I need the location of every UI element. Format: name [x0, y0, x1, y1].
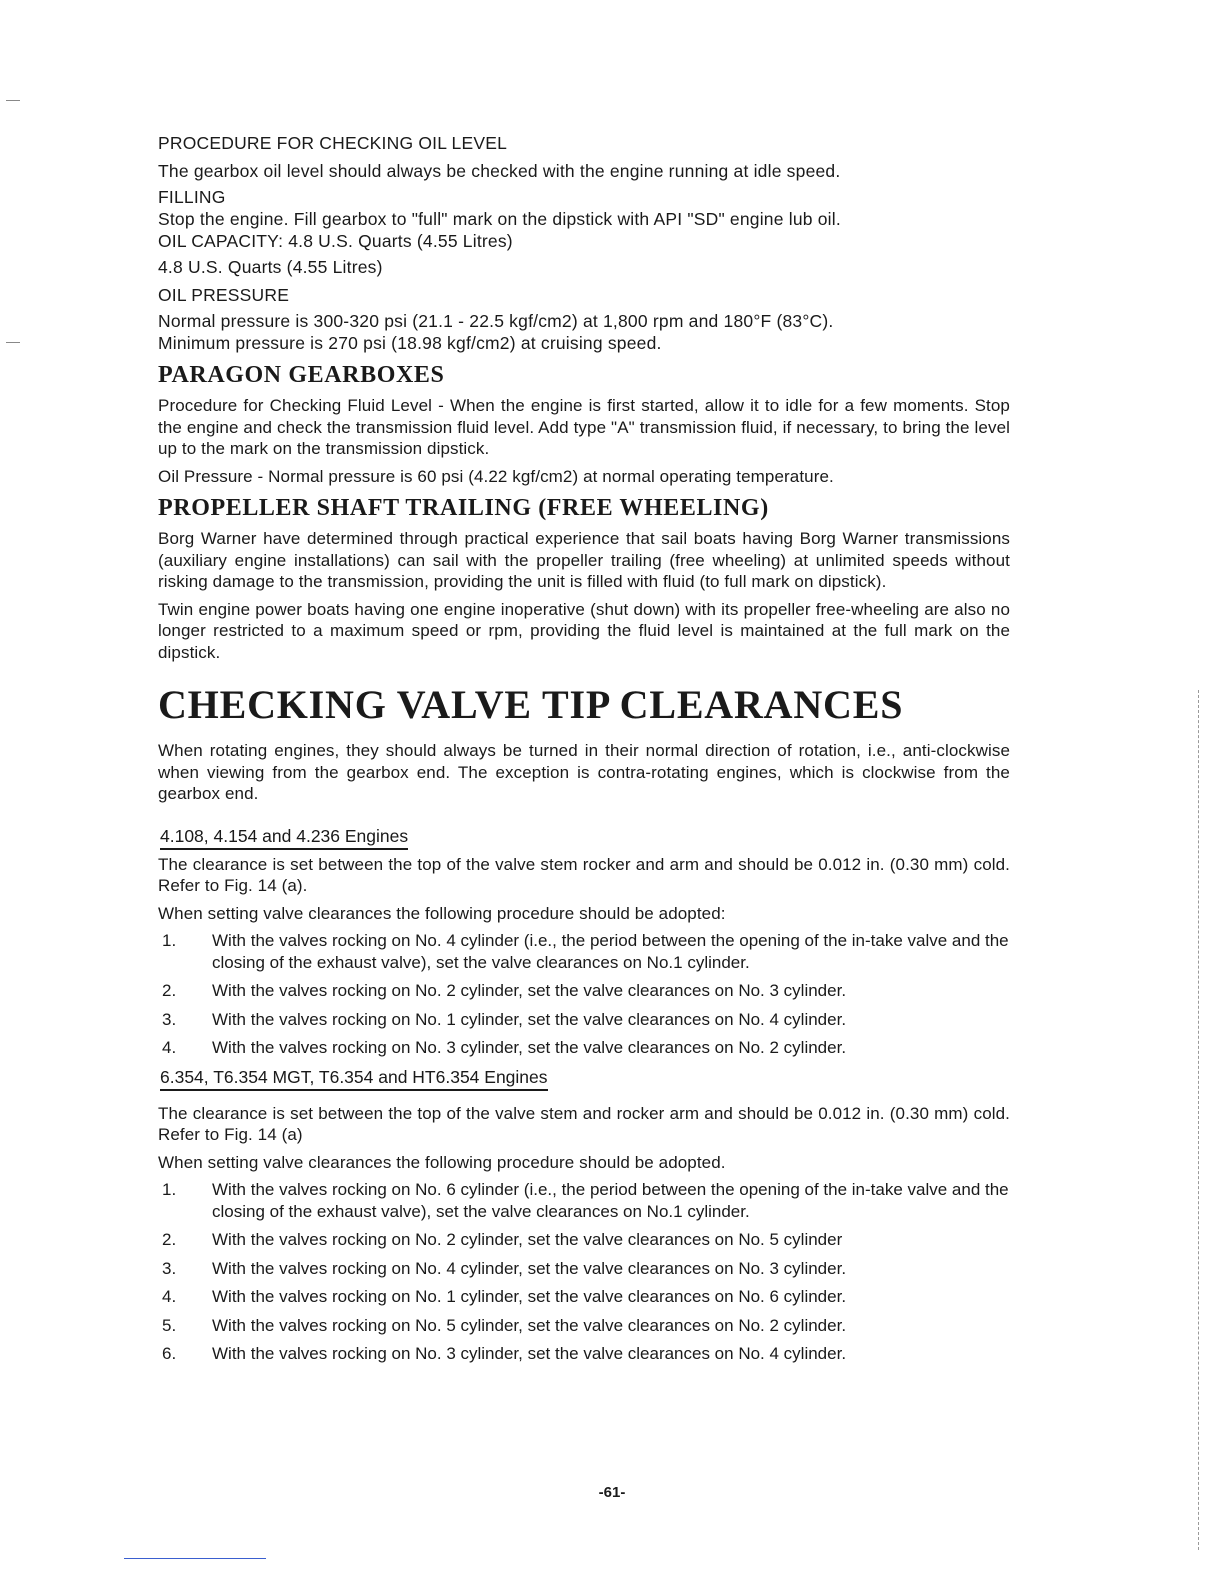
list-item	[158, 1229, 1010, 1251]
section-1-steps	[158, 930, 1010, 1059]
oil-capacity-repeat: 4.8 U.S. Quarts (4.55 Litres)	[158, 257, 383, 277]
list-item	[158, 1258, 1010, 1280]
footer-rule	[124, 1558, 266, 1559]
step-number: 1.	[162, 931, 177, 950]
paragon-heading: PARAGON GEARBOXES	[158, 362, 445, 388]
margin-scan-mark	[6, 342, 20, 343]
step-text: With the valves rocking on No. 3 cylinder, set the valve clearances on No. 4 cylinder.	[212, 1344, 847, 1363]
section-2-clearance: The clearance is set between the top of the valve stem and rocker arm and should be 0.012 in. (0.30 mm) cold. Refer to Fig. 14 (a)	[158, 1103, 1010, 1144]
oil-level-heading: PROCEDURE FOR CHECKING OIL LEVEL	[158, 133, 508, 153]
step-number: 4.	[162, 1038, 177, 1057]
list-item	[158, 1037, 1010, 1059]
scan-edge-line	[1198, 690, 1199, 1550]
step-number: 4.	[162, 1287, 177, 1306]
paragon-para-1: Procedure for Checking Fluid Level - When the engine is first started, allow it to idle for a few moments. Stop the engine and check the transmission fluid level. Add type "A" transmission fluid, if necessary, to bring the level up to the mark on the transmission dipstick.	[158, 396, 1010, 458]
propeller-para-1: Borg Warner have determined through practical experience that sail boats having Borg Warner transmissions (auxiliary engine installations) can sail with the propeller trailing (free wheeling) at unlimited speeds without risking damage to the transmission, providing the unit is filled with fluid (to full mark on dipstick).	[158, 529, 1010, 591]
section-2-steps	[158, 1179, 1010, 1365]
step-number: 5.	[162, 1315, 177, 1335]
step-text: With the valves rocking on No. 1 cylinder, set the valve clearances on No. 4 cylinder.	[212, 1009, 847, 1029]
oil-pressure-text-2: Minimum pressure is 270 psi (18.98 kgf/cm2) at cruising speed.	[158, 333, 662, 353]
step-number: 6.	[162, 1344, 177, 1363]
section-2-title: 6.354, T6.354 MGT, T6.354 and HT6.354 Engines	[160, 1066, 548, 1091]
oil-pressure-label: OIL PRESSURE	[158, 285, 290, 305]
step-text: With the valves rocking on No. 2 cylinder, set the valve clearances on No. 5 cylinder	[212, 1230, 843, 1249]
step-number: 3.	[162, 1009, 177, 1029]
filling-label: FILLING	[158, 187, 226, 207]
oil-capacity-line: OIL CAPACITY: 4.8 U.S. Quarts (4.55 Litres)	[158, 231, 513, 251]
filling-text: Stop the engine. Fill gearbox to "full" mark on the dipstick with API "SD" engine lub oil.	[158, 209, 841, 229]
step-text: With the valves rocking on No. 3 cylinder, set the valve clearances on No. 2 cylinder.	[212, 1038, 847, 1057]
page-number: -61-	[598, 1484, 626, 1501]
oil-level-text: The gearbox oil level should always be checked with the engine running at idle speed.	[158, 161, 841, 181]
margin-scan-mark	[6, 100, 20, 101]
list-item	[158, 1009, 1010, 1031]
section-1-procedure: When setting valve clearances the following procedure should be adopted:	[158, 903, 726, 923]
step-text: With the valves rocking on No. 4 cylinder (i.e., the period between the opening of the in-take valve and the closing of the exhaust valve), set the valve clearances on No.1 cylinder.	[212, 931, 1009, 972]
section-1-title: 4.108, 4.154 and 4.236 Engines	[160, 825, 408, 850]
document-page	[158, 132, 1010, 1372]
valve-heading: CHECKING VALVE TIP CLEARANCES	[158, 682, 904, 727]
step-text: With the valves rocking on No. 5 cylinder, set the valve clearances on No. 2 cylinder.	[212, 1315, 847, 1335]
step-text: With the valves rocking on No. 4 cylinder, set the valve clearances on No. 3 cylinder.	[212, 1258, 847, 1278]
valve-intro: When rotating engines, they should always be turned in their normal direction of rotation, i.e., anti-clockwise when viewing from the gearbox end. The exception is contra-rotating engines, which is clockwise from the gearbox end.	[158, 741, 1010, 803]
list-item	[158, 930, 1010, 973]
step-number: 2.	[162, 1230, 177, 1249]
step-number: 1.	[162, 1180, 177, 1199]
section-1-clearance: The clearance is set between the top of the valve stem rocker and arm and should be 0.012 in. (0.30 mm) cold. Refer to Fig. 14 (a).	[158, 854, 1010, 895]
step-text: With the valves rocking on No. 6 cylinder (i.e., the period between the opening of the in-take valve and the closing of the exhaust valve), set the valve clearances on No.1 cylinder.	[212, 1180, 1009, 1221]
step-text: With the valves rocking on No. 2 cylinder, set the valve clearances on No. 3 cylinder.	[212, 981, 847, 1000]
oil-pressure-text-1: Normal pressure is 300-320 psi (21.1 - 22.5 kgf/cm2) at 1,800 rpm and 180°F (83°C).	[158, 311, 834, 331]
list-item	[158, 1179, 1010, 1222]
list-item	[158, 1286, 1010, 1308]
step-number: 2.	[162, 981, 177, 1000]
propeller-para-2: Twin engine power boats having one engine inoperative (shut down) with its propeller free-wheeling are also no longer restricted to a maximum speed or rpm, providing the fluid level is maintained at the full mark on the dipstick.	[158, 599, 1010, 662]
step-number: 3.	[162, 1258, 177, 1278]
paragon-para-2: Oil Pressure - Normal pressure is 60 psi (4.22 kgf/cm2) at normal operating temperature.	[158, 466, 834, 486]
step-text: With the valves rocking on No. 1 cylinder, set the valve clearances on No. 6 cylinder.	[212, 1287, 847, 1306]
list-item	[158, 1343, 1010, 1365]
list-item	[158, 980, 1010, 1002]
propeller-heading: PROPELLER SHAFT TRAILING (FREE WHEELING)	[158, 495, 769, 521]
section-2-procedure: When setting valve clearances the following procedure should be adopted.	[158, 1152, 726, 1172]
list-item	[158, 1315, 1010, 1337]
